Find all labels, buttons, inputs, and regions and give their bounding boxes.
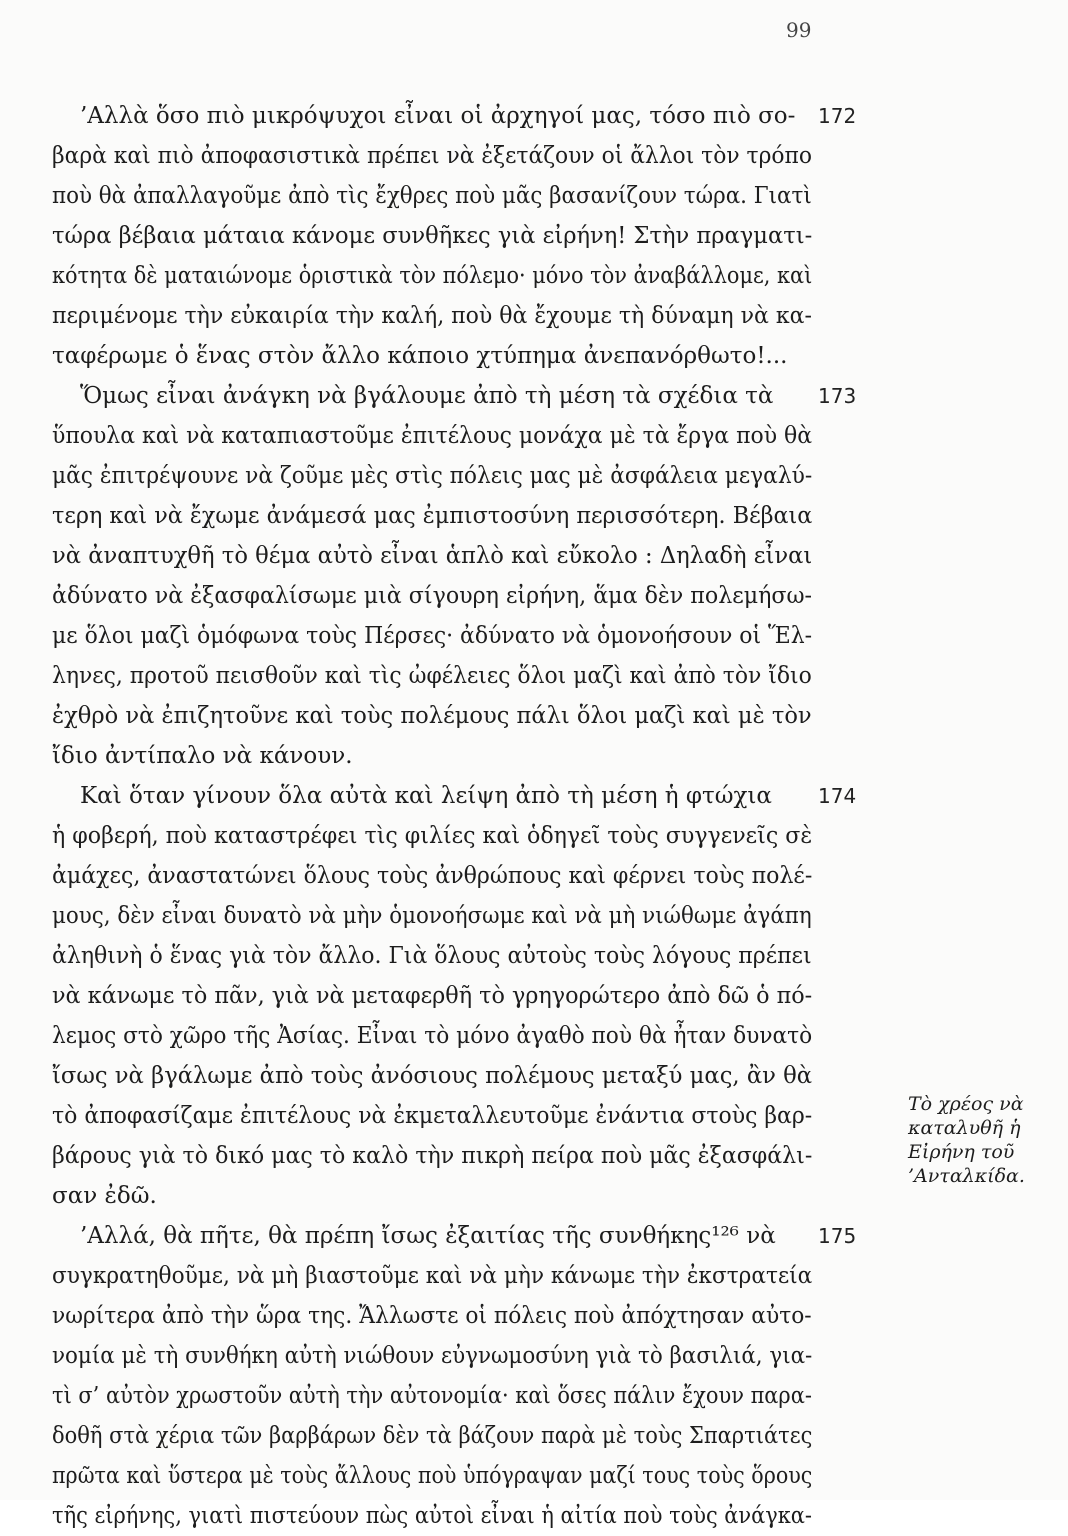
text-line [52, 136, 882, 176]
text-line [52, 776, 882, 816]
page-number: 99 [786, 18, 812, 42]
line-text: δοθῆ στὰ χέρια τῶν βαρβάρων δὲν τὰ βάζουν παρὰ μὲ τοὺς Σπαρτιάτες [52, 1423, 813, 1449]
line-text: κότητα δὲ ματαιώνομε ὁριστικὰ τὸν πόλεμο· μόνο τὸν ἀναβάλλομε, καὶ [52, 263, 813, 289]
text-line [52, 936, 882, 976]
text-line [52, 256, 882, 296]
section-number: 173 [818, 384, 857, 408]
text-line [52, 736, 882, 776]
text-line [52, 696, 882, 736]
margin-note-line: καταλυθῆ ἡ [908, 1117, 1021, 1139]
line-text: τώρα βέβαια μάταια κάνομε συνθῆκες γιὰ εἰρήνη! Στὴν πραγματι- [52, 223, 813, 249]
section-number: 172 [818, 104, 857, 128]
line-text: βαρὰ καὶ πιὸ ἀποφασιστικὰ πρέπει νὰ ἐξετάζουν οἱ ἄλλοι τὸν τρόπο [52, 143, 813, 169]
text-line [52, 1016, 882, 1056]
margin-note-line: Εἰρήνη τοῦ [908, 1141, 1015, 1163]
line-text: ταφέρωμε ὁ ἕνας στὸν ἄλλο κάποιο χτύπημα ἀνεπανόρθωτο!... [52, 343, 788, 369]
line-text: ληνες, προτοῦ πεισθοῦν καὶ τὶς ὠφέλειες ὅλοι μαζὶ καὶ ἀπὸ τὸν ἴδιο [52, 663, 812, 689]
line-text: ὕπουλα καὶ νὰ καταπιαστοῦμε ἐπιτέλους μονάχα μὲ τὰ ἔργα ποὺ θὰ [52, 423, 813, 449]
line-text: ποὺ θὰ ἀπαλλαγοῦμε ἀπὸ τὶς ἔχθρες ποὺ μᾶς βασανίζουν τώρα. Γιατὶ [52, 183, 812, 209]
text-line [52, 176, 882, 216]
text-line [52, 1376, 882, 1416]
text-line [52, 536, 882, 576]
text-line [52, 1136, 882, 1176]
line-text: ἐχθρὸ νὰ ἐπιζητοῦνε καὶ τοὺς πολέμους πάλι ὅλοι μαζὶ καὶ μὲ τὸν [52, 703, 812, 729]
text-line [52, 656, 882, 696]
line-text: περιμένομε τὴν εὐκαιρία τὴν καλή, ποὺ θὰ ἔχουμε τὴ δύναμη νὰ κα- [52, 303, 812, 329]
line-text: τῆς εἰρήνης, γιατὶ πιστεύουν πὼς αὐτοὶ εἶναι ἡ αἰτία ποὺ τοὺς ἀνάγκα- [52, 1503, 812, 1529]
line-text: ἴσως νὰ βγάλωμε ἀπὸ τοὺς ἀνόσιους πολέμους μεταξύ μας, ἂν θὰ [52, 1063, 813, 1089]
line-text: ἀμάχες, ἀναστατώνει ὅλους τοὺς ἀνθρώπους καὶ φέρνει τοὺς πολέ- [52, 863, 813, 889]
text-line [52, 1096, 882, 1136]
margin-note [908, 1092, 1058, 1188]
text-line [52, 376, 882, 416]
text-line [52, 1296, 882, 1336]
line-text: τερη καὶ νὰ ἔχωμε ἀνάμεσά μας ἐμπιστοσύνη περισσότερη. Βέβαια [52, 503, 813, 529]
line-text: τὶ σ’ αὐτὸν χρωστοῦν αὐτὴ τὴν αὐτονομία· καὶ ὅσες πάλιν ἔχουν παρα- [52, 1383, 812, 1409]
text-line [52, 616, 882, 656]
section-number: 174 [818, 784, 857, 808]
line-text: πρῶτα καὶ ὕστερα μὲ τοὺς ἄλλους ποὺ ὑπόγραψαν μαζί τους τοὺς ὅρους [52, 1463, 813, 1489]
line-text: Ὅμως εἶναι ἀνάγκη νὰ βγάλουμε ἀπὸ τὴ μέση τὰ σχέδια τὰ [80, 383, 774, 409]
line-text: τὸ ἀποφασίζαμε ἐπιτέλους νὰ ἐκμεταλλευτοῦμε ἐνάντια στοὺς βαρ- [52, 1103, 813, 1129]
text-line [52, 1216, 882, 1256]
text-line [52, 1496, 882, 1536]
line-text: μους, δὲν εἶναι δυνατὸ νὰ μὴν ὁμονοήσωμε καὶ νὰ μὴ νιώθωμε ἀγάπη [52, 903, 812, 929]
line-text: με ὅλοι μαζὶ ὁμόφωνα τοὺς Πέρσες· ἀδύνατο νὰ ὁμονοήσουν οἱ Ἕλ- [52, 623, 813, 649]
text-line [52, 456, 882, 496]
line-text: μᾶς ἐπιτρέψουνε νὰ ζοῦμε μὲς στὶς πόλεις μας μὲ ἀσφάλεια μεγαλύ- [52, 463, 813, 489]
text-line [52, 416, 882, 456]
line-text: συγκρατηθοῦμε, νὰ μὴ βιαστοῦμε καὶ νὰ μὴν κάνωμε τὴν ἐκστρατεία [52, 1263, 813, 1289]
text-line [52, 1176, 882, 1216]
line-text: ’Αλλὰ ὅσο πιὸ μικρόψυχοι εἶναι οἱ ἀρχηγοί μας, τόσο πιὸ σο- [80, 103, 796, 129]
text-line [52, 976, 882, 1016]
line-text: ἀληθινὴ ὁ ἕνας γιὰ τὸν ἄλλο. Γιὰ ὅλους αὐτοὺς τοὺς λόγους πρέπει [52, 943, 812, 969]
text-line [52, 576, 882, 616]
section-number: 175 [818, 1224, 857, 1248]
text-line [52, 856, 882, 896]
margin-note-line: ’Ανταλκίδα. [908, 1165, 1025, 1187]
text-line [52, 96, 882, 136]
line-text: ἡ φοβερή, ποὺ καταστρέφει τὶς φιλίες καὶ ὁδηγεῖ τοὺς συγγενεῖς σὲ [52, 823, 813, 849]
line-text: Καὶ ὅταν γίνουν ὅλα αὐτὰ καὶ λείψη ἀπὸ τὴ μέση ἡ φτώχια [80, 783, 772, 809]
line-text: νὰ ἀναπτυχθῆ τὸ θέμα αὐτὸ εἶναι ἁπλὸ καὶ εὔκολο : Δηλαδὴ εἶναι [52, 543, 813, 569]
text-line [52, 336, 882, 376]
text-line [52, 1416, 882, 1456]
text-line [52, 1456, 882, 1496]
line-text: ἀδύνατο νὰ ἐξασφαλίσωμε μιὰ σίγουρη εἰρήνη, ἅμα δὲν πολεμήσω- [52, 583, 813, 609]
line-text: νὰ κάνωμε τὸ πᾶν, γιὰ νὰ μεταφερθῆ τὸ γρηγορώτερο ἀπὸ δῶ ὁ πό- [52, 983, 813, 1009]
margin-note-line: Τὸ χρέος νὰ [908, 1093, 1024, 1115]
text-line [52, 816, 882, 856]
line-text: σαν ἐδῶ. [52, 1183, 157, 1209]
line-text: ἴδιο ἀντίπαλο νὰ κάνουν. [52, 743, 353, 769]
text-line [52, 1056, 882, 1096]
text-line [52, 296, 882, 336]
text-line [52, 216, 882, 256]
line-text: νωρίτερα ἀπὸ τὴν ὥρα της. Ἄλλωστε οἱ πόλεις ποὺ ἀπόχτησαν αὐτο- [52, 1303, 812, 1329]
text-line [52, 496, 882, 536]
line-text: βάρους γιὰ τὸ δικό μας τὸ καλὸ τὴν πικρὴ πείρα ποὺ μᾶς ἐξασφάλι- [52, 1143, 813, 1169]
text-line [52, 896, 882, 936]
text-line [52, 1336, 882, 1376]
text-line [52, 1256, 882, 1296]
line-text: λεμος στὸ χῶρο τῆς Ἀσίας. Εἶναι τὸ μόνο ἀγαθὸ ποὺ θὰ ἦταν δυνατὸ [52, 1023, 813, 1049]
body-text [52, 96, 882, 1536]
line-text: νομία μὲ τὴ συνθήκη αὐτὴ νιώθουν εὐγνωμοσύνη γιὰ τὸ βασιλιά, για- [52, 1343, 813, 1369]
line-text: ’Αλλά, θὰ πῆτε, θὰ πρέπη ἴσως ἐξαιτίας τῆς συνθήκης¹²⁶ νὰ [80, 1223, 776, 1249]
